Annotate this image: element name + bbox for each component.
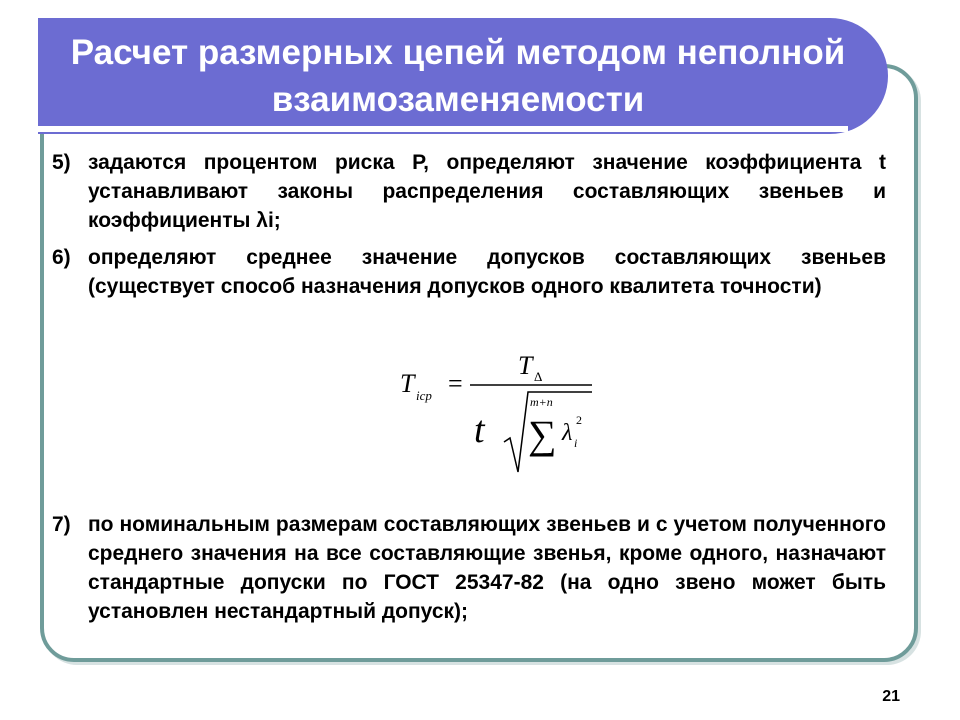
list-item-7 (52, 510, 886, 626)
formula-lambda-sub: i (574, 436, 578, 450)
sum-sign: ∑ (528, 412, 557, 457)
item-number: 6) (52, 246, 71, 269)
sum-upper-limit: m+n (530, 395, 553, 409)
item-number: 7) (52, 513, 71, 536)
formula-numerator: T (518, 352, 533, 380)
list-item-5 (52, 148, 886, 235)
formula-equals: = (448, 369, 463, 398)
item-text: определяют среднее значение допусков составляющих звеньев (существует способ назначения допусков одного квалитета точности) (88, 246, 886, 298)
item-text: задаются процентом риска Р, определяют значение коэффициента t устанавливают законы распределения составляющих звеньев и коэффициенты λi; (88, 151, 886, 232)
slide-body (52, 148, 886, 301)
formula-lambda-sup: 2 (576, 413, 582, 427)
slide-title: Расчет размерных цепей методом неполной взаимозаменяемости (70, 33, 846, 119)
list-item-6 (52, 243, 886, 301)
formula-numerator-sub: Δ (534, 369, 543, 384)
formula-lhs-sub: icp (416, 388, 432, 403)
slide-body-lower (52, 510, 886, 626)
formula-lhs: T (400, 369, 415, 398)
tolerance-formula (396, 352, 616, 482)
slide-number: 21 (882, 688, 900, 705)
formula-t: t (474, 409, 485, 451)
formula-lambda: λ (562, 420, 573, 446)
item-number: 5) (52, 151, 71, 174)
title-underline (38, 126, 848, 132)
title-banner (38, 18, 888, 134)
item-text: по номинальным размерам составляющих звеньев и с учетом полученного среднего значения на все составляющие звенья, кроме одного, назначают стандартные допуски по ГОСТ 25347-82 (на одно звено может быть установлен нестандартный допуск); (88, 513, 886, 623)
